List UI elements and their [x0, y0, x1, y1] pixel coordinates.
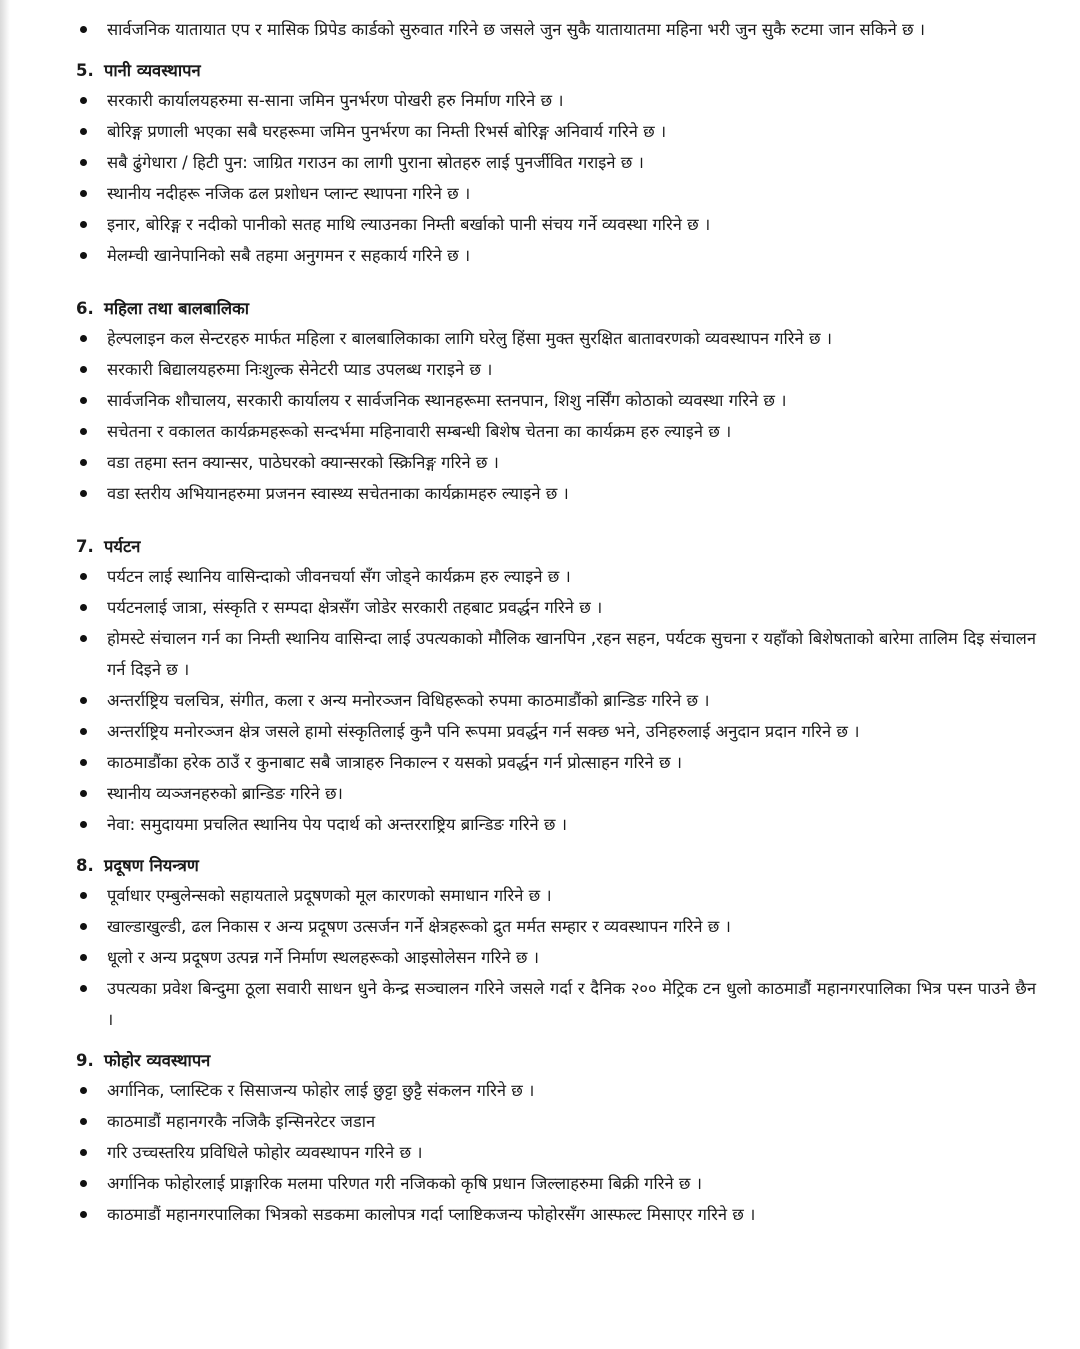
list-item: स्थानीय नदीहरू नजिक ढल प्रशोधन प्लान्ट स्थापना गरिने छ ।: [76, 178, 1036, 209]
section-number: 5.: [76, 61, 94, 80]
section-list: [76, 1075, 1036, 1230]
section-heading: [76, 57, 1036, 85]
section-heading: [76, 1047, 1036, 1075]
list-item: मेलम्ची खानेपानिको सबै तहमा अनुगमन र सहकार्य गरिने छ ।: [76, 240, 1036, 271]
page-edge-shadow: [0, 0, 10, 1349]
section-heading: [76, 295, 1036, 323]
list-item: खाल्डाखुल्डी, ढल निकास र अन्य प्रदूषण उत्सर्जन गर्ने क्षेत्रहरूको द्रुत मर्मत सम्हार र व्यवस्थापन गरिने छ ।: [76, 911, 1036, 942]
list-item: सचेतना र वकालत कार्यक्रमहरूको सन्दर्भमा महिनावारी सम्बन्धी बिशेष चेतना का कार्यक्रम हरु ल्याइने छ ।: [76, 416, 1036, 447]
list-item: पूर्वाधार एम्बुलेन्सको सहायताले प्रदूषणको मूल कारणको समाधान गरिने छ ।: [76, 880, 1036, 911]
list-item: अन्तर्राष्ट्रिय चलचित्र, संगीत, कला र अन्य मनोरञ्जन विधिहरूको रुपमा काठमाडौंको ब्रान्डिङ गरिने छ ।: [76, 685, 1036, 716]
list-item: नेवा: समुदायमा प्रचलित स्थानिय पेय पदार्थ को अन्तरराष्ट्रिय ब्रान्डिङ गरिने छ ।: [76, 809, 1036, 840]
section-tourism: [76, 533, 1036, 840]
list-item: स्थानीय व्यञ्जनहरुको ब्रान्डिङ गरिने छ।: [76, 778, 1036, 809]
list-item: काठमाडौंका हरेक ठाउँ र कुनाबाट सबै जात्राहरु निकाल्न र यसको प्रवर्द्धन गर्न प्रोत्साहन गरिने छ ।: [76, 747, 1036, 778]
list-item: पर्यटन लाई स्थानिय वासिन्दाको जीवनचर्या सँग जोड्ने कार्यक्रम हरु ल्याइने छ ।: [76, 561, 1036, 592]
list-item: अर्गानिक, प्लास्टिक र सिसाजन्य फोहोर लाई छुट्टा छुट्टै संकलन गरिने छ ।: [76, 1075, 1036, 1106]
section-title: प्रदूषण नियन्त्रण: [104, 856, 199, 875]
list-item: सबै ढुंगेधारा / हिटी पुन: जाग्रित गराउन का लागी पुराना स्रोतहरु लाई पुनर्जीवित गराइने छ ।: [76, 147, 1036, 178]
list-item: पर्यटनलाई जात्रा, संस्कृति र सम्पदा क्षेत्रसँग जोडेर सरकारी तहबाट प्रवर्द्धन गरिने छ ।: [76, 592, 1036, 623]
section-title: फोहोर व्यवस्थापन: [104, 1051, 211, 1070]
section-list: [76, 561, 1036, 840]
section-waste-management: [76, 1047, 1036, 1230]
list-item: बोरिङ्ग प्रणाली भएका सबै घरहरूमा जमिन पुनर्भरण का निम्ती रिभर्स बोरिङ्ग अनिवार्य गरिने छ ।: [76, 116, 1036, 147]
list-item: सार्वजनिक शौचालय, सरकारी कार्यालय र सार्वजनिक स्थानहरूमा स्तनपान, शिशु नर्सिंग कोठाको व्यवस्था गरिने छ ।: [76, 385, 1036, 416]
list-item: वडा स्तरीय अभियानहरुमा प्रजनन स्वास्थ्य सचेतनाका कार्यक्रामहरु ल्याइने छ ।: [76, 478, 1036, 509]
list-item: उपत्यका प्रवेश बिन्दुमा ठूला सवारी साधन धुने केन्द्र सञ्चालन गरिने जसले गर्दा र दैनिक २०० मेट्रिक टन धुलो काठमाडौं महानगरपालिका भित्र पस्न पाउने छैन ।: [76, 973, 1036, 1035]
section-list: [76, 880, 1036, 1035]
list-item: इनार, बोरिङ्ग र नदीको पानीको सतह माथि ल्याउनका निम्ती बर्खाको पानी संचय गर्ने व्यवस्था गरिने छ ।: [76, 209, 1036, 240]
section-list: [76, 323, 1036, 509]
list-item: काठमाडौं महानगरकै नजिकै इन्सिनरेटर जडान: [76, 1106, 1036, 1137]
section-list: [76, 85, 1036, 271]
list-item: वडा तहमा स्तन क्यान्सर, पाठेघरको क्यान्सरको स्क्रिनिङ्ग गरिने छ ।: [76, 447, 1036, 478]
section-title: पानी व्यवस्थापन: [104, 61, 201, 80]
section-heading: [76, 533, 1036, 561]
list-item: धूलो र अन्य प्रदूषण उत्पन्न गर्ने निर्माण स्थलहरूको आइसोलेसन गरिने छ ।: [76, 942, 1036, 973]
list-item: होमस्टे संचालन गर्न का निम्ती स्थानिय वासिन्दा लाई उपत्यकाको मौलिक खानपिन ,रहन सहन, पर्यटक सुचना र यहाँको बिशेषताको बारेमा तालिम दिइ संचालन गर्न दिइने छ ।: [76, 623, 1036, 685]
section-number: 6.: [76, 299, 94, 318]
intro-list: [76, 14, 1036, 45]
section-water-management: [76, 57, 1036, 271]
section-number: 8.: [76, 856, 94, 875]
section-title: पर्यटन: [104, 537, 141, 556]
list-item: सरकारी बिद्यालयहरुमा निःशुल्क सेनेटरी प्याड उपलब्ध गराइने छ ।: [76, 354, 1036, 385]
section-title: महिला तथा बालबालिका: [104, 299, 250, 318]
list-item: गरि उच्चस्तरिय प्रविधिले फोहोर व्यवस्थापन गरिने छ ।: [76, 1137, 1036, 1168]
section-number: 9.: [76, 1051, 94, 1070]
list-item: अन्तर्राष्ट्रिय मनोरञ्जन क्षेत्र जसले हामो संस्कृतिलाई कुनै पनि रूपमा प्रवर्द्धन गर्न सक्छ भने, उनिहरुलाई अनुदान प्रदान गरिने छ ।: [76, 716, 1036, 747]
list-item: सार्वजनिक यातायात एप र मासिक प्रिपेड कार्डको सुरुवात गरिने छ जसले जुन सुकै यातायातमा महिना भरी जुन सुकै रुटमा जान सकिने छ ।: [76, 14, 1036, 45]
list-item: अर्गानिक फोहोरलाई प्राङ्गारिक मलमा परिणत गरी नजिकको कृषि प्रधान जिल्लाहरुमा बिक्री गरिने छ ।: [76, 1168, 1036, 1199]
list-item: काठमाडौं महानगरपालिका भित्रको सडकमा कालोपत्र गर्दा प्लाष्टिकजन्य फोहोरसँग आस्फल्ट मिसाएर गरिने छ ।: [76, 1199, 1036, 1230]
list-item: हेल्पलाइन कल सेन्टरहरु मार्फत महिला र बालबालिकाका लागि घरेलु हिंसा मुक्त सुरक्षित बातावरणको व्यवस्थापन गरिने छ ।: [76, 323, 1036, 354]
section-women-children: [76, 295, 1036, 509]
section-number: 7.: [76, 537, 94, 556]
section-heading: [76, 852, 1036, 880]
section-pollution-control: [76, 852, 1036, 1035]
list-item: सरकारी कार्यालयहरुमा स-साना जमिन पुनर्भरण पोखरी हरु निर्माण गरिने छ ।: [76, 85, 1036, 116]
